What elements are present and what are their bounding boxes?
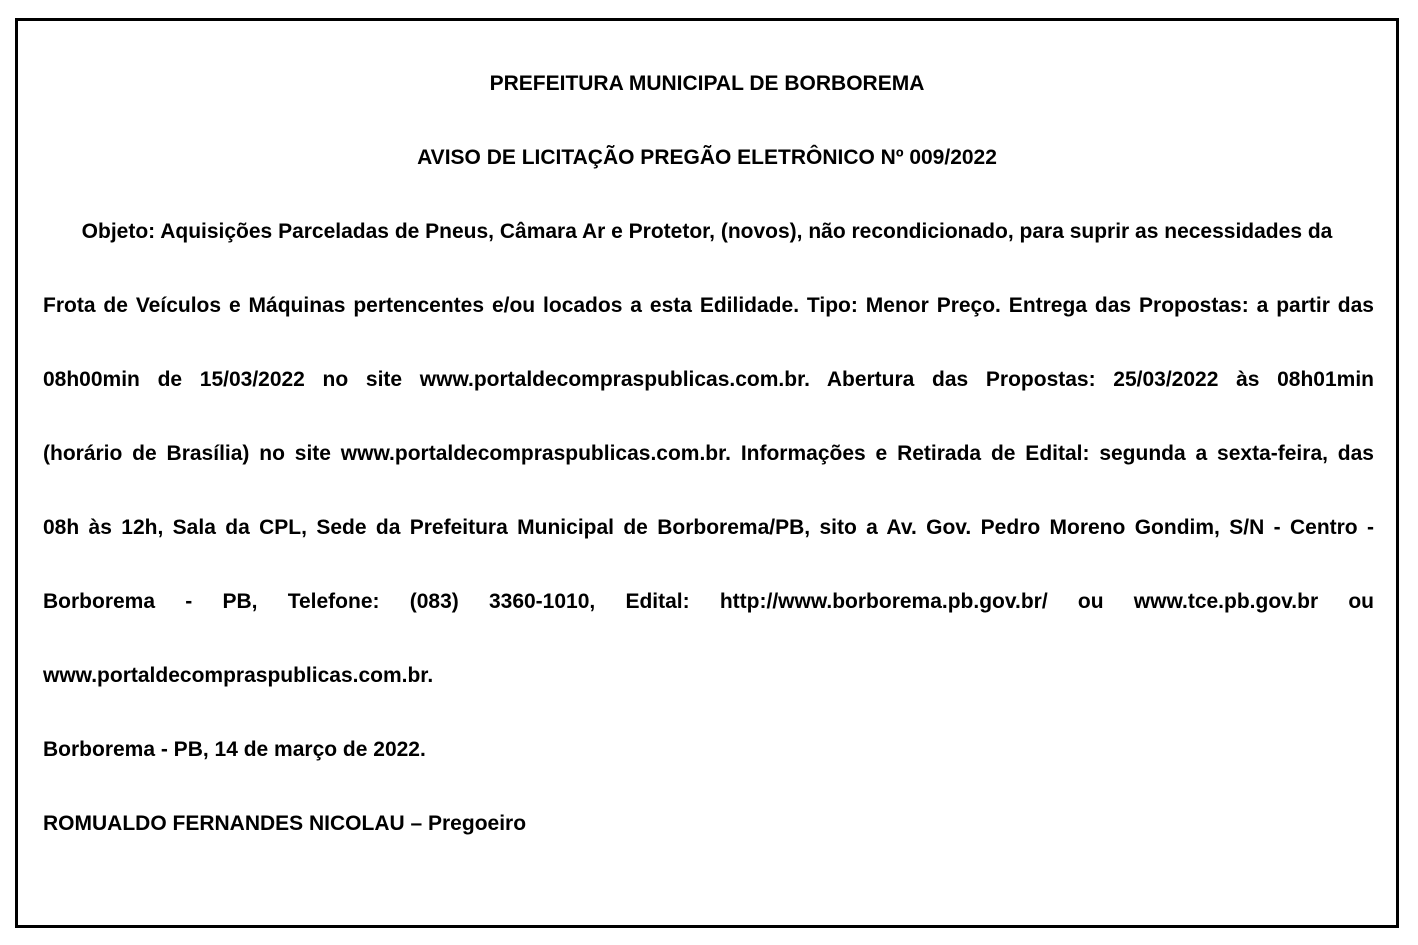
body-line-7: www.portaldecompraspublicas.com.br. [43,664,434,687]
body-line-2: Frota de Veículos e Máquinas pertencentes e/ou locados a esta Edilidade. Tipo: Menor Preço. Entrega das Propostas: a partir das [43,294,1374,317]
header-title: PREFEITURA MUNICIPAL DE BORBOREMA [489,72,925,95]
notice-title: AVISO DE LICITAÇÃO PREGÃO ELETRÔNICO Nº 009/2022 [417,146,997,169]
body-line-3: 08h00min de 15/03/2022 no site www.portaldecompraspublicas.com.br. Abertura das Propostas: 25/03/2022 às 08h01min [43,368,1374,391]
body-line-4: (horário de Brasília) no site www.portaldecompraspublicas.com.br. Informações e Retirada de Edital: segunda a sexta-feira, das [43,442,1374,465]
place-date: Borborema - PB, 14 de março de 2022. [43,738,426,761]
body-line-5: 08h às 12h, Sala da CPL, Sede da Prefeitura Municipal de Borborema/PB, sito a Av. Gov. Pedro Moreno Gondim, S/N - Centro - [43,516,1374,539]
body-line-6: Borborema - PB, Telefone: (083) 3360-1010, Edital: http://www.borborema.pb.gov.br/ ou www.tce.pb.gov.br ou [43,590,1374,613]
body-line-1: Objeto: Aquisições Parceladas de Pneus, Câmara Ar e Protetor, (novos), não recondicionado, para suprir as necessidades da [81,220,1333,243]
notice-frame [15,18,1399,928]
signature: ROMUALDO FERNANDES NICOLAU – Pregoeiro [43,812,527,835]
